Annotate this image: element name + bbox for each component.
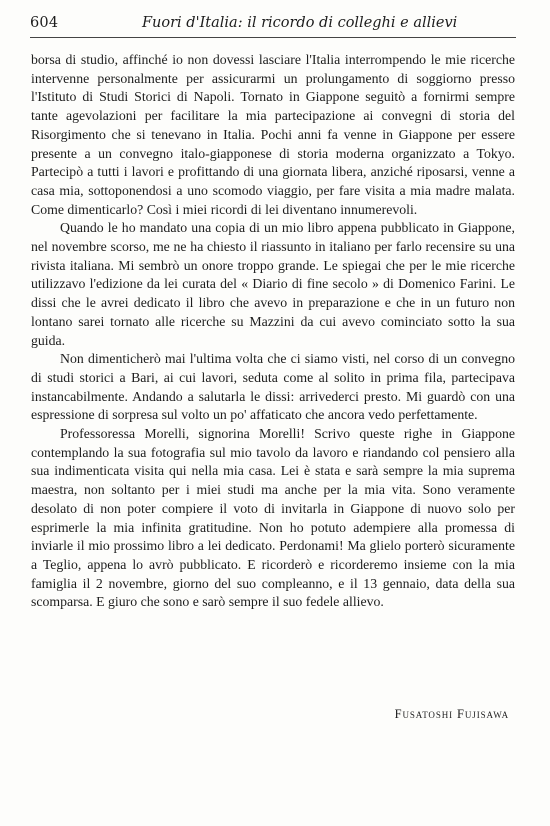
running-title: Fuori d'Italia: il ricordo di colleghi e allievi — [142, 15, 458, 31]
page-number: 604 — [30, 15, 59, 31]
running-head — [30, 15, 516, 38]
paragraph-2: Quando le ho mandato una copia di un mio libro appena pubblicato in Giappone, nel novembre scorso, me ne ha chiesto il riassunto in italiano per farlo recensire su una rivista italiana. Mi sembrò un onore troppo grande. Le spiegai che per le mie ricerche utilizzavo l'edizione da lei curata del « Diario di fine secolo » di Domenico Farini. Le dissi che le avrei dedicato il libro che avevo in preparazione e che in un futuro non lontano sarei tornato alle ricerche su Mazzini da cui avevo cominciato sotto la sua guida. — [31, 220, 515, 348]
paragraph-1: borsa di studio, affinché io non dovessi lasciare l'Italia interrompendo le mie ricerche intervenne personalmente per assicurarmi un prolungamento di soggiorno presso l'Istituto di Studi Storici di Napoli. Tornato in Giappone seguitò a fornirmi sempre tante agevolazioni per facilitare la mia partecipazione ai convegni di storia del Risorgimento che si tenevano in Italia. Pochi anni fa venne in Giappone per essere presente a un convegno italo-giapponese di storia moderna organizzato a Tokyo. Partecipò a tutti i lavori e profittando di una giornata libera, anziché riposarsi, venne a casa mia, sottoponendosi a uno scomodo viaggio, per fare visita a mia madre malata. Come dimenticarlo? Così i miei ricordi di lei diventano innumerevoli. — [31, 52, 515, 217]
author-signature: Fusatoshi Fujisawa — [394, 707, 509, 721]
paragraph-4: Professoressa Morelli, signorina Morelli! Scrivo queste righe in Giappone contemplando la sua fotografia sul mio tavolo da lavoro e riandando col pensiero alla sua indimenticata visita qui nella mia casa. Lei è stata e sarà sempre la mia suprema maestra, non soltanto per i miei studi ma anche per la mia vita. Sono veramente desolato di non poter compiere il voto di invitarla in Giappone di nuovo solo per esprimerle la mia infinita gratitudine. Non ho potuto adempiere alla promessa di inviarle il mio prossimo libro a lei dedicato. Perdonami! Ma glielo porterò sicuramente a Teglio, appena lo avrò pubblicato. E ricorderò e ricorderemo insieme con la mia famiglia il 2 novembre, giorno del suo compleanno, e il 13 gennaio, data della sua scomparsa. E giuro che sono e sarò sempre il suo fedele allievo. — [31, 426, 515, 610]
body-text — [31, 51, 515, 612]
paragraph-3: Non dimenticherò mai l'ultima volta che ci siamo visti, nel corso di un convegno di studi storici a Bari, ai cui lavori, seduta come al solito in prima fila, partecipava instancabilmente. Andando a salutarla le dissi: arrivederci presto. Mi guardò con una espressione di sorpresa sul volto un po' affaticato che ancora vedo perfettamente. — [31, 351, 515, 423]
